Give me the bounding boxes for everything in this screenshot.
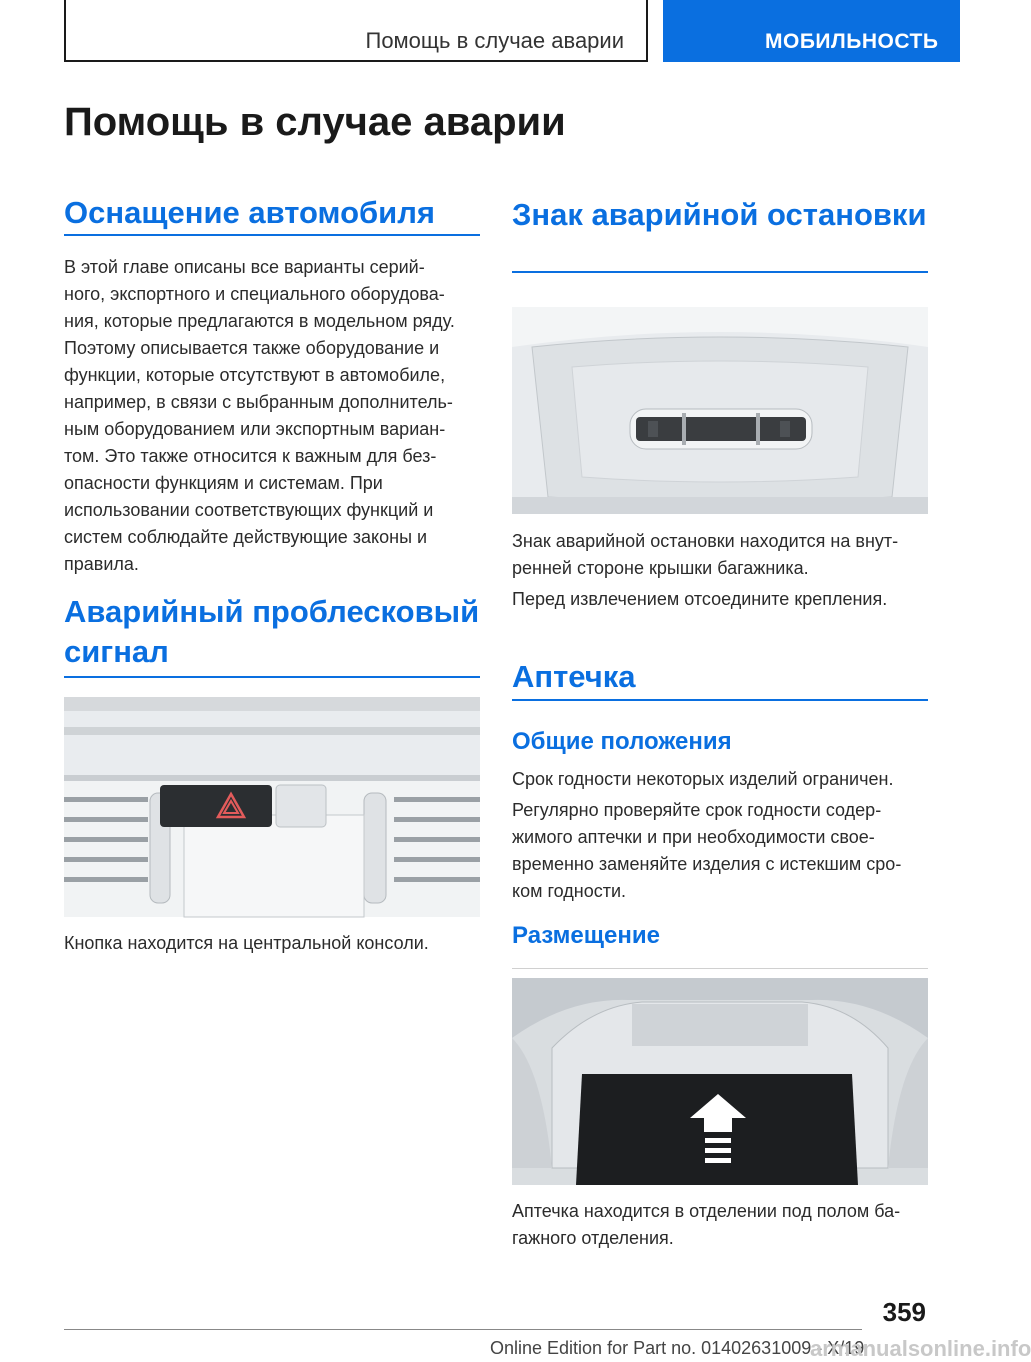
- general-info-text-1: Срок годности некоторых изделий ограничен.: [512, 769, 894, 789]
- warning-triangle-heading: Знак аварийной остановки: [512, 197, 927, 232]
- placement-heading: Размещение: [512, 922, 660, 949]
- hazard-lights-heading: [64, 592, 480, 672]
- header-section-title: Помощь в случае аварии: [365, 28, 624, 53]
- hazard-lights-heading-text: Аварийный проблесковый сигнал: [64, 594, 480, 669]
- warning-triangle-caption: Знак аварийной остановки находится на внут- ренней стороне крышки багажника.: [512, 531, 899, 578]
- vehicle-equipment-text: В этой главе описаны все варианты серий- ного, экспортного и специального оборудова- ния, которые предлагаются в модельном ряду. Поэтому описывается также оборудование и функции, которые отсутствуют в автомобиле, например, в связи с выбранным дополнитель- ным оборудованием или экспортным вариан- том. Это также относится к важным для без- опасности функциям и системам. При использовании соответствующих функций и систем соблюдайте действующие законы и правила.: [64, 257, 455, 574]
- general-info-text-2: Регулярно проверяйте срок годности содер- жимого аптечки и при необходимости свое- временно заменяйте изделия с истекшим сро- ком годности.: [512, 800, 902, 901]
- footer-rule: [64, 1329, 862, 1330]
- warning-triangle-note: Перед извлечением отсоедините крепления.: [512, 589, 888, 609]
- page-number: 359: [882, 1297, 926, 1327]
- heading-rule: [64, 676, 480, 678]
- warning-triangle-image: [512, 307, 928, 514]
- heading-rule: [512, 271, 928, 273]
- hazard-button-image: [64, 697, 480, 917]
- heading-rule: [512, 699, 928, 701]
- edition-info: Online Edition for Part no. 01402631009 - X/19: [490, 1338, 865, 1358]
- heading-rule: [512, 968, 928, 969]
- vehicle-equipment-heading: Оснащение автомобиля: [64, 195, 435, 230]
- heading-rule: [64, 234, 480, 236]
- first-aid-caption: Аптечка находится в отделении под полом ба- гажного отделения.: [512, 1201, 901, 1248]
- hazard-caption: Кнопка находится на центральной консоли.: [64, 933, 429, 953]
- watermark: armanualsonline.info: [810, 1336, 1031, 1361]
- header-section-box: [64, 0, 648, 62]
- first-aid-kit-image: [512, 978, 928, 1185]
- page-title: Помощь в случае аварии: [64, 100, 566, 144]
- general-info-heading: Общие положения: [512, 728, 732, 755]
- header-chapter-tab[interactable]: МОБИЛЬНОСТЬ: [663, 0, 960, 62]
- first-aid-heading: Аптечка: [512, 659, 636, 694]
